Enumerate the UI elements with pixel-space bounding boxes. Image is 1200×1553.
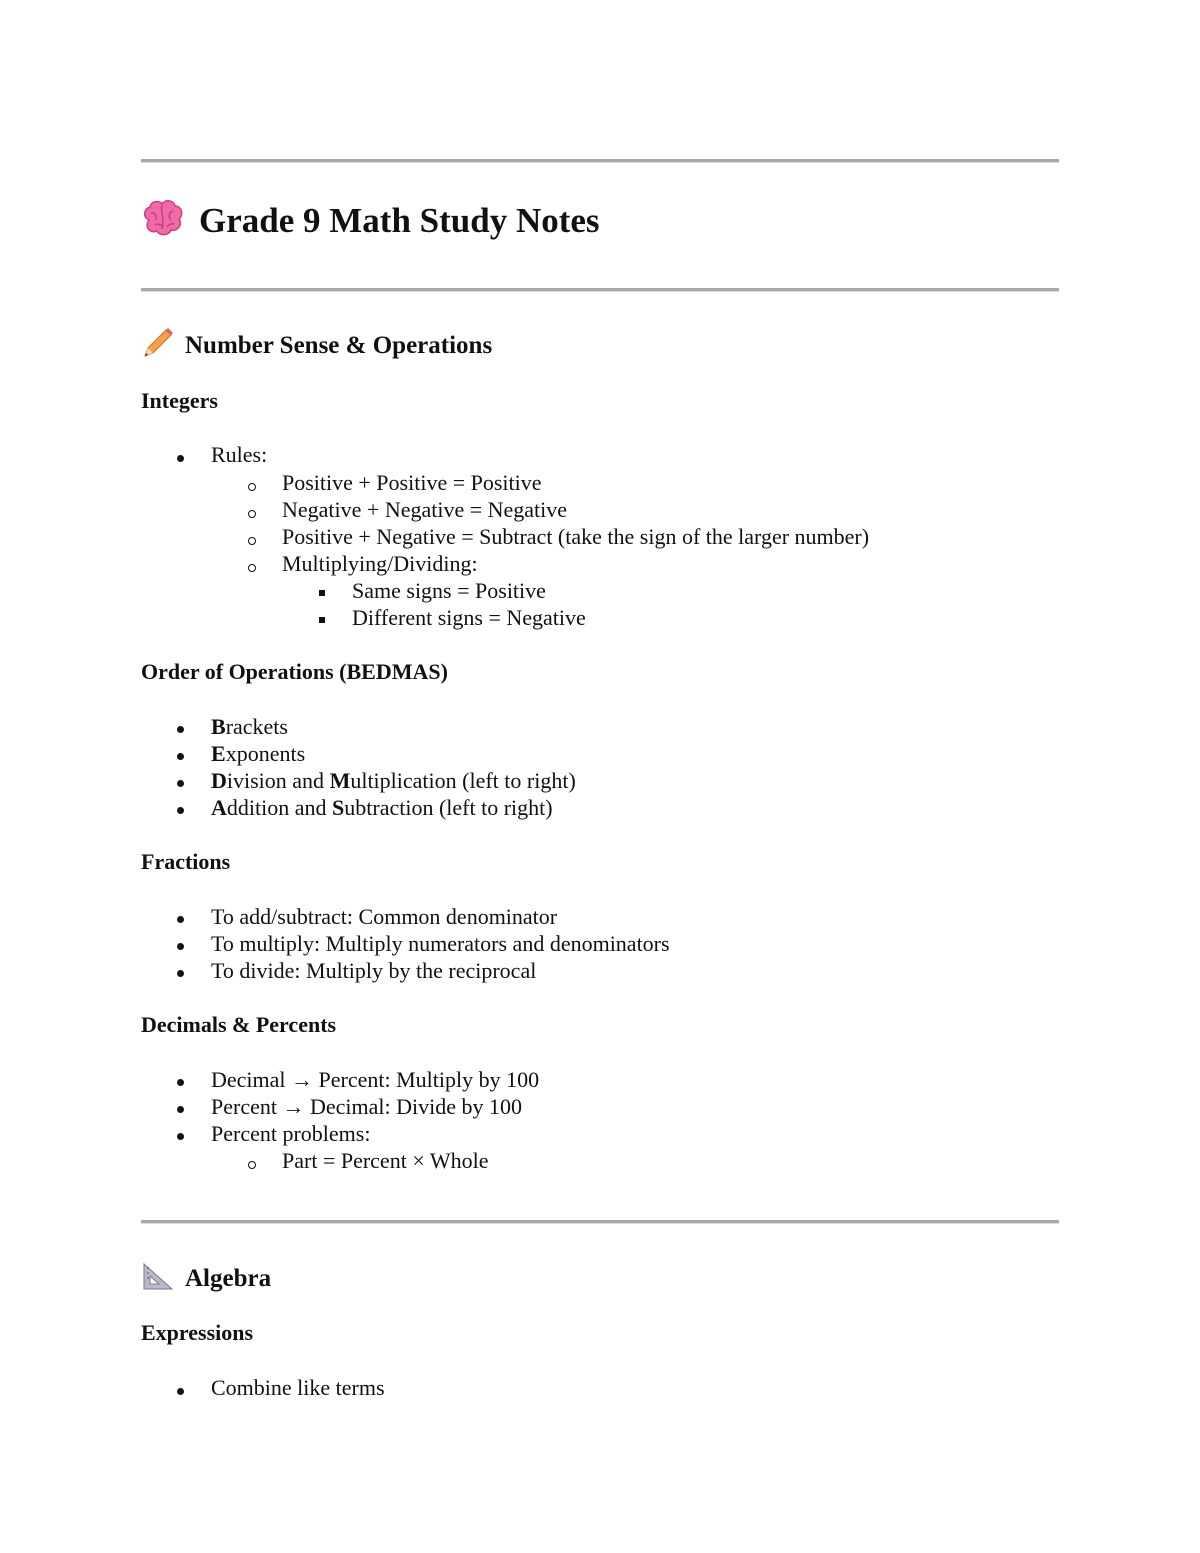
section-heading-algebra: Algebra [141,1259,271,1298]
list-item: Multiplying/Dividing: [282,551,478,576]
list-item: Combine like terms [211,1375,385,1400]
bullet [248,483,256,491]
pencil-icon [141,326,175,365]
list-item: Same signs = Positive [352,578,546,603]
subheading-bedmas: Order of Operations (BEDMAS) [141,659,448,684]
list-item: Brackets [211,714,288,739]
subheading-decimals: Decimals & Percents [141,1012,337,1037]
bullet [177,1133,184,1140]
triangle-ruler-icon [141,1259,175,1298]
bullet [177,1388,184,1395]
subheading-fractions: Fractions [141,849,231,874]
list-item: Decimal → Percent: Multiply by 100 [211,1067,540,1092]
list-item: Positive + Negative = Subtract (take the sign of the larger number) [282,524,870,549]
list-item: Rules: [211,442,268,467]
bullet [177,916,184,923]
brain-icon [141,198,185,243]
list-item: Negative + Negative = Negative [282,497,568,522]
bullet [248,564,256,572]
divider [141,288,1059,292]
bullet [177,455,184,462]
bullet [177,780,184,787]
list-item: Percent → Decimal: Divide by 100 [211,1094,522,1119]
list-item: Exponents [211,741,306,766]
list-item: Division and Multiplication (left to right) [211,768,576,793]
bullet [177,753,184,760]
title-row [141,198,600,243]
list-item: To divide: Multiply by the reciprocal [211,958,537,983]
list-item: To add/subtract: Common denominator [211,904,558,929]
bullet [319,590,325,596]
list-item: To multiply: Multiply numerators and denominators [211,931,670,956]
bullet [177,807,184,814]
divider [141,1220,1059,1224]
bullet [177,1106,184,1113]
divider [141,159,1059,163]
bullet [248,1161,256,1169]
list-item: Percent problems: [211,1121,371,1146]
bullet [319,617,325,623]
bullet [248,510,256,518]
bullet [177,943,184,950]
list-item: Part = Percent × Whole [282,1148,489,1173]
list-item: Positive + Positive = Positive [282,470,542,495]
bullet [177,1079,184,1086]
bullet [248,537,256,545]
section-heading-number-sense: Number Sense & Operations [141,326,492,365]
page-title: Grade 9 Math Study Notes [199,200,600,240]
subheading-expressions: Expressions [141,1320,254,1345]
bullet [177,970,184,977]
list-item: Addition and Subtraction (left to right) [211,795,553,820]
list-item: Different signs = Negative [352,605,586,630]
bullet [177,726,184,733]
subheading-integers: Integers [141,388,218,413]
